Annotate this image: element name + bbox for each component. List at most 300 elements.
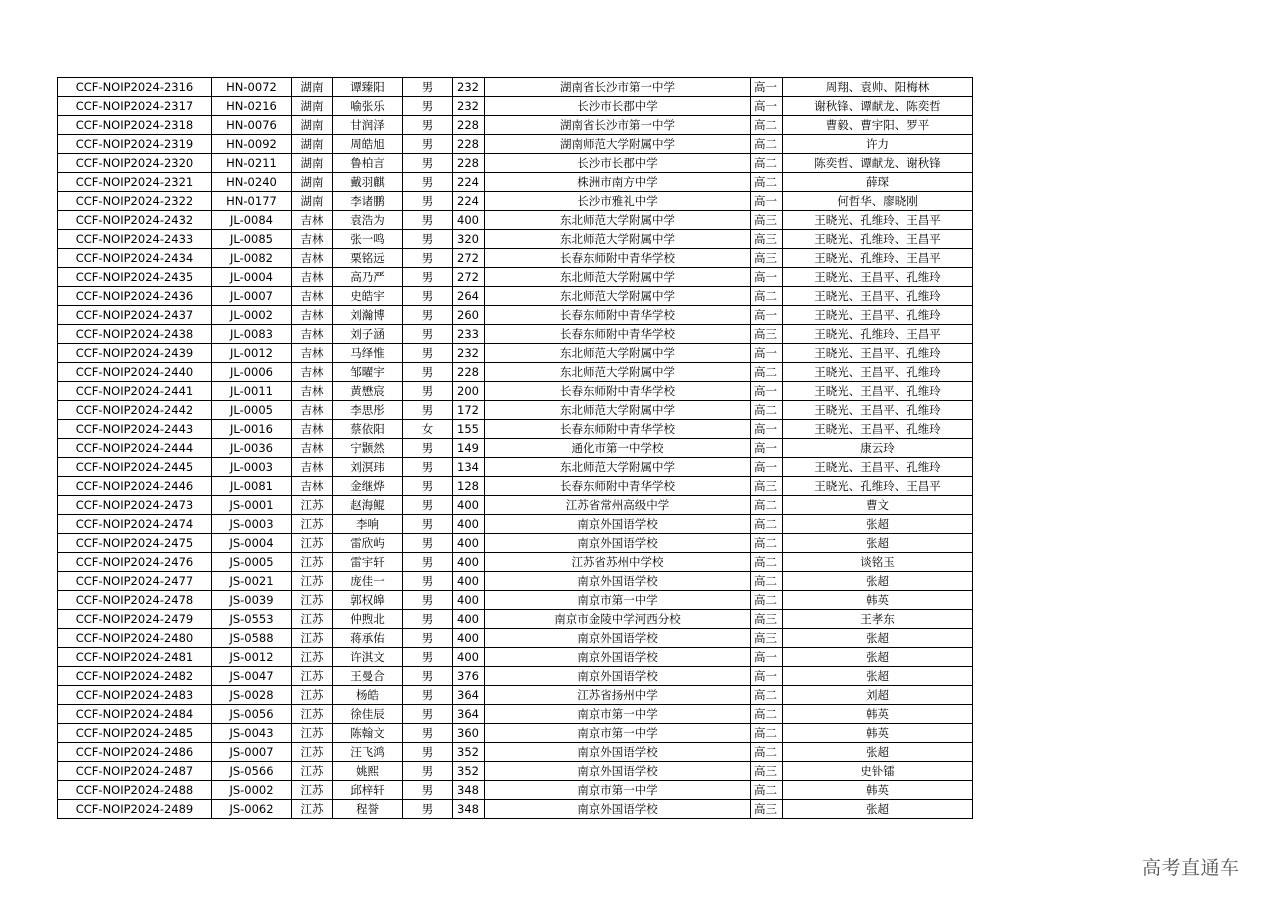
cell-ticket-id: HN-0240 (212, 173, 292, 192)
cell-name: 刘溟玮 (333, 458, 403, 477)
cell-province: 江苏 (292, 781, 333, 800)
cell-school: 东北师范大学附属中学 (485, 268, 751, 287)
cell-grade: 高一 (751, 439, 783, 458)
cell-ticket-id: JS-0001 (212, 496, 292, 515)
table-row (58, 420, 973, 439)
cell-name: 刘子涵 (333, 325, 403, 344)
cell-school: 通化市第一中学校 (485, 439, 751, 458)
cell-province: 吉林 (292, 344, 333, 363)
cell-province: 吉林 (292, 420, 333, 439)
cell-ticket-id: JS-0062 (212, 800, 292, 819)
cell-ticket-id: JS-0004 (212, 534, 292, 553)
table-row (58, 192, 973, 211)
cell-entry-id: CCF-NOIP2024-2437 (58, 306, 212, 325)
cell-ticket-id: JL-0083 (212, 325, 292, 344)
cell-school: 长沙市长郡中学 (485, 97, 751, 116)
table-row (58, 800, 973, 819)
cell-entry-id: CCF-NOIP2024-2438 (58, 325, 212, 344)
cell-coach: 张超 (783, 629, 973, 648)
cell-school: 东北师范大学附属中学 (485, 458, 751, 477)
cell-grade: 高三 (751, 762, 783, 781)
cell-province: 江苏 (292, 667, 333, 686)
cell-school: 南京外国语学校 (485, 572, 751, 591)
table-row (58, 477, 973, 496)
cell-entry-id: CCF-NOIP2024-2440 (58, 363, 212, 382)
cell-grade: 高二 (751, 135, 783, 154)
cell-ticket-id: JS-0012 (212, 648, 292, 667)
cell-entry-id: CCF-NOIP2024-2473 (58, 496, 212, 515)
table-row (58, 705, 973, 724)
cell-grade: 高二 (751, 553, 783, 572)
cell-entry-id: CCF-NOIP2024-2474 (58, 515, 212, 534)
cell-grade: 高二 (751, 724, 783, 743)
cell-gender: 男 (403, 192, 453, 211)
cell-score: 232 (453, 78, 485, 97)
cell-school: 长春东师附中青华学校 (485, 477, 751, 496)
cell-score: 172 (453, 401, 485, 420)
cell-school: 湖南省长沙市第一中学 (485, 78, 751, 97)
cell-school: 东北师范大学附属中学 (485, 363, 751, 382)
cell-entry-id: CCF-NOIP2024-2477 (58, 572, 212, 591)
cell-name: 陈翰文 (333, 724, 403, 743)
cell-entry-id: CCF-NOIP2024-2488 (58, 781, 212, 800)
cell-school: 南京市第一中学 (485, 781, 751, 800)
cell-name: 高乃严 (333, 268, 403, 287)
table-row (58, 211, 973, 230)
cell-entry-id: CCF-NOIP2024-2443 (58, 420, 212, 439)
cell-entry-id: CCF-NOIP2024-2489 (58, 800, 212, 819)
cell-name: 仲煦北 (333, 610, 403, 629)
cell-entry-id: CCF-NOIP2024-2432 (58, 211, 212, 230)
cell-score: 228 (453, 135, 485, 154)
cell-province: 吉林 (292, 211, 333, 230)
cell-coach: 韩英 (783, 724, 973, 743)
table-row (58, 743, 973, 762)
cell-school: 南京外国语学校 (485, 800, 751, 819)
cell-score: 352 (453, 743, 485, 762)
cell-grade: 高三 (751, 629, 783, 648)
table-row (58, 553, 973, 572)
cell-ticket-id: JL-0005 (212, 401, 292, 420)
cell-name: 邹曜宇 (333, 363, 403, 382)
cell-province: 湖南 (292, 135, 333, 154)
table-row (58, 230, 973, 249)
cell-grade: 高二 (751, 534, 783, 553)
cell-ticket-id: JL-0011 (212, 382, 292, 401)
cell-coach: 王晓光、王昌平、孔维玲 (783, 401, 973, 420)
cell-ticket-id: JL-0085 (212, 230, 292, 249)
cell-coach: 王晓光、王昌平、孔维玲 (783, 344, 973, 363)
table-row (58, 572, 973, 591)
cell-name: 马绎惟 (333, 344, 403, 363)
cell-entry-id: CCF-NOIP2024-2483 (58, 686, 212, 705)
cell-school: 南京外国语学校 (485, 667, 751, 686)
cell-coach: 许力 (783, 135, 973, 154)
cell-score: 364 (453, 686, 485, 705)
cell-grade: 高二 (751, 116, 783, 135)
cell-coach: 刘超 (783, 686, 973, 705)
cell-province: 江苏 (292, 591, 333, 610)
cell-grade: 高三 (751, 249, 783, 268)
cell-ticket-id: JS-0588 (212, 629, 292, 648)
cell-coach: 王孝东 (783, 610, 973, 629)
cell-entry-id: CCF-NOIP2024-2486 (58, 743, 212, 762)
cell-name: 许淇文 (333, 648, 403, 667)
cell-gender: 男 (403, 686, 453, 705)
cell-gender: 男 (403, 648, 453, 667)
cell-entry-id: CCF-NOIP2024-2318 (58, 116, 212, 135)
cell-coach: 何哲华、廖晓刚 (783, 192, 973, 211)
cell-entry-id: CCF-NOIP2024-2482 (58, 667, 212, 686)
cell-grade: 高二 (751, 705, 783, 724)
cell-province: 吉林 (292, 249, 333, 268)
watermark-text: 高考直通车 (1142, 857, 1240, 879)
cell-coach: 史钋镭 (783, 762, 973, 781)
cell-school: 东北师范大学附属中学 (485, 401, 751, 420)
cell-province: 吉林 (292, 382, 333, 401)
cell-coach: 王晓光、王昌平、孔维玲 (783, 268, 973, 287)
cell-school: 江苏省常州高级中学 (485, 496, 751, 515)
cell-ticket-id: JL-0004 (212, 268, 292, 287)
cell-coach: 韩英 (783, 591, 973, 610)
cell-gender: 男 (403, 401, 453, 420)
cell-gender: 女 (403, 420, 453, 439)
cell-entry-id: CCF-NOIP2024-2433 (58, 230, 212, 249)
cell-school: 东北师范大学附属中学 (485, 211, 751, 230)
cell-coach: 曹文 (783, 496, 973, 515)
cell-name: 史皓宇 (333, 287, 403, 306)
cell-grade: 高一 (751, 344, 783, 363)
table-row (58, 686, 973, 705)
cell-name: 李思彤 (333, 401, 403, 420)
cell-entry-id: CCF-NOIP2024-2481 (58, 648, 212, 667)
cell-coach: 周翔、袁帅、阳梅林 (783, 78, 973, 97)
cell-name: 徐佳辰 (333, 705, 403, 724)
cell-grade: 高一 (751, 648, 783, 667)
cell-score: 348 (453, 800, 485, 819)
cell-entry-id: CCF-NOIP2024-2446 (58, 477, 212, 496)
cell-gender: 男 (403, 78, 453, 97)
cell-score: 352 (453, 762, 485, 781)
cell-entry-id: CCF-NOIP2024-2442 (58, 401, 212, 420)
cell-province: 吉林 (292, 363, 333, 382)
cell-school: 南京市第一中学 (485, 724, 751, 743)
cell-school: 南京外国语学校 (485, 629, 751, 648)
cell-entry-id: CCF-NOIP2024-2439 (58, 344, 212, 363)
cell-name: 杨皓 (333, 686, 403, 705)
cell-province: 湖南 (292, 154, 333, 173)
cell-score: 224 (453, 173, 485, 192)
cell-gender: 男 (403, 781, 453, 800)
cell-gender: 男 (403, 458, 453, 477)
cell-coach: 张超 (783, 667, 973, 686)
cell-province: 江苏 (292, 553, 333, 572)
cell-coach: 张超 (783, 743, 973, 762)
cell-ticket-id: JS-0047 (212, 667, 292, 686)
table-row (58, 667, 973, 686)
cell-gender: 男 (403, 173, 453, 192)
cell-grade: 高二 (751, 743, 783, 762)
cell-name: 王曼合 (333, 667, 403, 686)
cell-score: 400 (453, 515, 485, 534)
cell-ticket-id: JS-0007 (212, 743, 292, 762)
cell-name: 李响 (333, 515, 403, 534)
cell-gender: 男 (403, 230, 453, 249)
table-row (58, 97, 973, 116)
cell-gender: 男 (403, 572, 453, 591)
cell-school: 南京市第一中学 (485, 705, 751, 724)
cell-name: 赵海鲲 (333, 496, 403, 515)
cell-ticket-id: JL-0003 (212, 458, 292, 477)
cell-gender: 男 (403, 116, 453, 135)
cell-coach: 王晓光、孔维玲、王昌平 (783, 249, 973, 268)
cell-ticket-id: JS-0056 (212, 705, 292, 724)
cell-ticket-id: HN-0177 (212, 192, 292, 211)
cell-ticket-id: HN-0211 (212, 154, 292, 173)
cell-score: 400 (453, 629, 485, 648)
cell-score: 400 (453, 534, 485, 553)
table-row (58, 154, 973, 173)
cell-entry-id: CCF-NOIP2024-2485 (58, 724, 212, 743)
cell-score: 155 (453, 420, 485, 439)
table-row (58, 781, 973, 800)
cell-name: 雷宇轩 (333, 553, 403, 572)
cell-entry-id: CCF-NOIP2024-2434 (58, 249, 212, 268)
cell-school: 南京外国语学校 (485, 515, 751, 534)
cell-grade: 高一 (751, 306, 783, 325)
cell-grade: 高二 (751, 173, 783, 192)
cell-gender: 男 (403, 268, 453, 287)
cell-score: 400 (453, 211, 485, 230)
cell-ticket-id: JS-0039 (212, 591, 292, 610)
table-row (58, 458, 973, 477)
cell-gender: 男 (403, 667, 453, 686)
cell-ticket-id: JS-0003 (212, 515, 292, 534)
cell-entry-id: CCF-NOIP2024-2319 (58, 135, 212, 154)
cell-grade: 高二 (751, 363, 783, 382)
cell-school: 长春东师附中青华学校 (485, 325, 751, 344)
cell-coach: 王晓光、王昌平、孔维玲 (783, 363, 973, 382)
cell-gender: 男 (403, 762, 453, 781)
cell-ticket-id: JS-0021 (212, 572, 292, 591)
table-body (58, 78, 973, 819)
cell-school: 东北师范大学附属中学 (485, 287, 751, 306)
cell-gender: 男 (403, 97, 453, 116)
cell-coach: 陈奕哲、谭献龙、谢秋锋 (783, 154, 973, 173)
cell-grade: 高一 (751, 78, 783, 97)
cell-name: 谭臻阳 (333, 78, 403, 97)
cell-grade: 高三 (751, 211, 783, 230)
table-row (58, 249, 973, 268)
cell-grade: 高三 (751, 230, 783, 249)
cell-name: 邱梓轩 (333, 781, 403, 800)
table-row (58, 762, 973, 781)
cell-score: 364 (453, 705, 485, 724)
table-row (58, 401, 973, 420)
cell-ticket-id: HN-0076 (212, 116, 292, 135)
cell-school: 株洲市南方中学 (485, 173, 751, 192)
cell-coach: 王晓光、孔维玲、王昌平 (783, 230, 973, 249)
cell-score: 348 (453, 781, 485, 800)
cell-ticket-id: HN-0072 (212, 78, 292, 97)
cell-gender: 男 (403, 610, 453, 629)
table-row (58, 724, 973, 743)
cell-score: 232 (453, 344, 485, 363)
cell-grade: 高三 (751, 325, 783, 344)
table-row (58, 268, 973, 287)
cell-province: 吉林 (292, 401, 333, 420)
cell-coach: 王晓光、王昌平、孔维玲 (783, 420, 973, 439)
cell-coach: 王晓光、王昌平、孔维玲 (783, 287, 973, 306)
cell-province: 吉林 (292, 287, 333, 306)
cell-grade: 高一 (751, 667, 783, 686)
table-row (58, 610, 973, 629)
cell-province: 江苏 (292, 743, 333, 762)
cell-entry-id: CCF-NOIP2024-2316 (58, 78, 212, 97)
cell-school: 长沙市长郡中学 (485, 154, 751, 173)
cell-score: 200 (453, 382, 485, 401)
cell-province: 湖南 (292, 116, 333, 135)
cell-gender: 男 (403, 515, 453, 534)
cell-ticket-id: JL-0007 (212, 287, 292, 306)
table-row (58, 591, 973, 610)
cell-province: 江苏 (292, 515, 333, 534)
cell-school: 湖南师范大学附属中学 (485, 135, 751, 154)
cell-name: 黄懋宸 (333, 382, 403, 401)
cell-entry-id: CCF-NOIP2024-2487 (58, 762, 212, 781)
cell-score: 232 (453, 97, 485, 116)
cell-school: 长沙市雅礼中学 (485, 192, 751, 211)
table-row (58, 534, 973, 553)
cell-school: 长春东师附中青华学校 (485, 249, 751, 268)
cell-name: 张一鸣 (333, 230, 403, 249)
cell-province: 湖南 (292, 78, 333, 97)
cell-school: 江苏省苏州中学校 (485, 553, 751, 572)
cell-name: 鲁柏言 (333, 154, 403, 173)
table-row (58, 173, 973, 192)
cell-score: 400 (453, 591, 485, 610)
cell-entry-id: CCF-NOIP2024-2321 (58, 173, 212, 192)
table-row (58, 135, 973, 154)
cell-coach: 韩英 (783, 705, 973, 724)
cell-name: 蒋承佑 (333, 629, 403, 648)
cell-school: 长春东师附中青华学校 (485, 420, 751, 439)
cell-gender: 男 (403, 800, 453, 819)
cell-grade: 高二 (751, 686, 783, 705)
cell-name: 李诸鹏 (333, 192, 403, 211)
cell-ticket-id: JL-0016 (212, 420, 292, 439)
cell-province: 吉林 (292, 268, 333, 287)
cell-province: 江苏 (292, 762, 333, 781)
cell-school: 长春东师附中青华学校 (485, 306, 751, 325)
cell-ticket-id: JS-0566 (212, 762, 292, 781)
cell-coach: 张超 (783, 800, 973, 819)
cell-entry-id: CCF-NOIP2024-2436 (58, 287, 212, 306)
cell-name: 甘润泽 (333, 116, 403, 135)
cell-ticket-id: JL-0036 (212, 439, 292, 458)
table-row (58, 439, 973, 458)
cell-gender: 男 (403, 306, 453, 325)
cell-name: 庞佳一 (333, 572, 403, 591)
cell-coach: 张超 (783, 572, 973, 591)
cell-grade: 高三 (751, 800, 783, 819)
cell-province: 江苏 (292, 705, 333, 724)
cell-gender: 男 (403, 534, 453, 553)
cell-province: 江苏 (292, 686, 333, 705)
cell-grade: 高三 (751, 477, 783, 496)
cell-ticket-id: JS-0028 (212, 686, 292, 705)
cell-gender: 男 (403, 439, 453, 458)
cell-school: 南京市金陵中学河西分校 (485, 610, 751, 629)
cell-grade: 高二 (751, 572, 783, 591)
cell-province: 江苏 (292, 724, 333, 743)
table-row (58, 78, 973, 97)
cell-name: 程誉 (333, 800, 403, 819)
cell-school: 南京外国语学校 (485, 762, 751, 781)
cell-entry-id: CCF-NOIP2024-2480 (58, 629, 212, 648)
cell-coach: 康云玲 (783, 439, 973, 458)
cell-name: 刘瀚博 (333, 306, 403, 325)
cell-province: 江苏 (292, 648, 333, 667)
cell-grade: 高二 (751, 781, 783, 800)
table-row (58, 325, 973, 344)
cell-grade: 高一 (751, 192, 783, 211)
cell-name: 戴羽麒 (333, 173, 403, 192)
cell-grade: 高三 (751, 610, 783, 629)
cell-gender: 男 (403, 211, 453, 230)
cell-coach: 张超 (783, 648, 973, 667)
cell-score: 272 (453, 249, 485, 268)
cell-gender: 男 (403, 629, 453, 648)
cell-school: 东北师范大学附属中学 (485, 230, 751, 249)
cell-entry-id: CCF-NOIP2024-2317 (58, 97, 212, 116)
cell-score: 134 (453, 458, 485, 477)
cell-name: 栗铭远 (333, 249, 403, 268)
cell-gender: 男 (403, 705, 453, 724)
cell-province: 吉林 (292, 477, 333, 496)
cell-score: 228 (453, 116, 485, 135)
cell-ticket-id: JS-0043 (212, 724, 292, 743)
cell-province: 吉林 (292, 439, 333, 458)
cell-coach: 曹毅、曹宇阳、罗平 (783, 116, 973, 135)
cell-score: 376 (453, 667, 485, 686)
cell-gender: 男 (403, 154, 453, 173)
cell-coach: 薛琛 (783, 173, 973, 192)
cell-coach: 王晓光、王昌平、孔维玲 (783, 306, 973, 325)
cell-province: 江苏 (292, 629, 333, 648)
cell-entry-id: CCF-NOIP2024-2476 (58, 553, 212, 572)
cell-entry-id: CCF-NOIP2024-2484 (58, 705, 212, 724)
cell-grade: 高二 (751, 591, 783, 610)
cell-province: 湖南 (292, 97, 333, 116)
cell-school: 长春东师附中青华学校 (485, 382, 751, 401)
table-row (58, 496, 973, 515)
cell-gender: 男 (403, 344, 453, 363)
table-row (58, 363, 973, 382)
cell-ticket-id: JL-0082 (212, 249, 292, 268)
cell-entry-id: CCF-NOIP2024-2478 (58, 591, 212, 610)
cell-ticket-id: JL-0084 (212, 211, 292, 230)
cell-score: 264 (453, 287, 485, 306)
cell-gender: 男 (403, 724, 453, 743)
cell-score: 400 (453, 648, 485, 667)
cell-name: 姚熙 (333, 762, 403, 781)
cell-name: 金继烨 (333, 477, 403, 496)
cell-score: 400 (453, 610, 485, 629)
cell-score: 260 (453, 306, 485, 325)
cell-name: 汪飞鸿 (333, 743, 403, 762)
cell-score: 228 (453, 363, 485, 382)
